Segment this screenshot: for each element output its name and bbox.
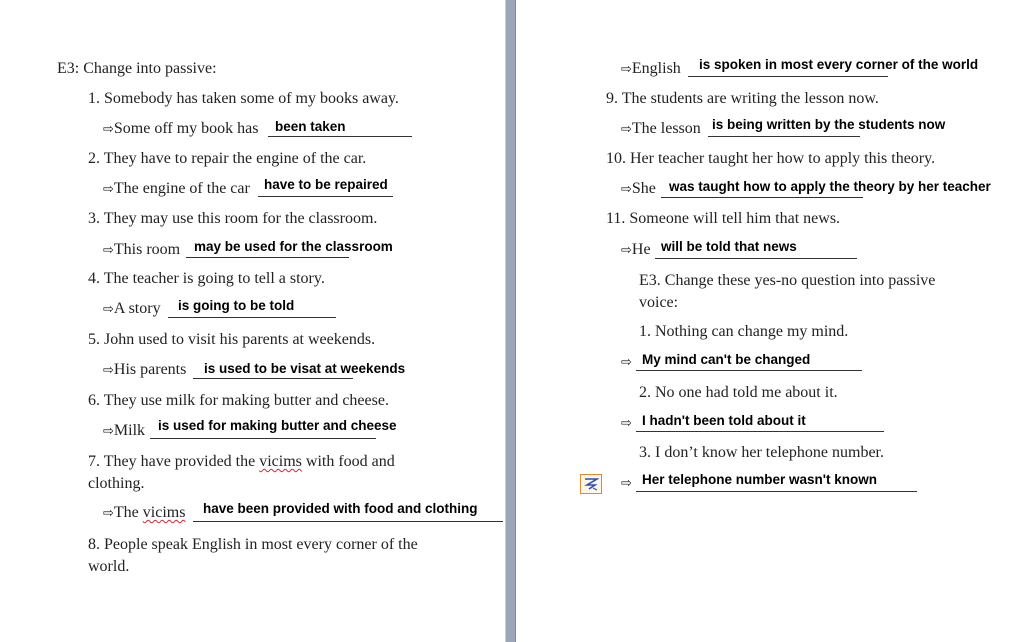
arrow-icon: ⇨ (621, 243, 632, 258)
yesno-question-2: 2. No one had told me about it. (639, 384, 838, 401)
arrow-icon: ⇨ (621, 62, 632, 77)
answer-line-4 (168, 317, 336, 318)
answer-10[interactable]: was taught how to apply the theory by her teacher (669, 179, 991, 194)
question-6: 6. They use milk for making butter and cheese. (88, 392, 389, 409)
question-4: 4. The teacher is going to tell a story. (88, 270, 325, 287)
question-3: 3. They may use this room for the classroom. (88, 210, 378, 227)
arrow-icon: ⇨ (621, 476, 632, 491)
prompt-9: ⇨The lesson (621, 120, 701, 137)
answer-2[interactable]: have to be repaired (264, 177, 388, 192)
prompt-7: ⇨The vicims (103, 504, 186, 521)
question-11: 11. Someone will tell him that news. (606, 210, 841, 227)
answer-5[interactable]: is used to be visat at weekends (204, 361, 406, 376)
answer-line-10 (661, 197, 863, 198)
yesno-question-1: 1. Nothing can change my mind. (639, 323, 849, 340)
yesno-answer-line-2 (636, 431, 884, 432)
answer-line-3 (186, 257, 349, 258)
answer-line-11 (655, 258, 857, 259)
exercise-title: E3: Change into passive: (57, 60, 217, 77)
yesno-answer-line-3 (636, 491, 917, 492)
section-title-yesno: E3. Change these yes-no question into passive voice: (639, 272, 936, 311)
answer-3[interactable]: may be used for the classroom (194, 239, 393, 254)
yesno-arrow-1 (621, 352, 632, 373)
yesno-answer-3[interactable]: Her telephone number wasn't known (642, 472, 877, 487)
yesno-answer-1[interactable]: My mind can't be changed (642, 352, 811, 367)
answer-4[interactable]: is going to be told (178, 298, 295, 313)
prompt-10: ⇨She (621, 180, 656, 197)
answer-line-2 (258, 196, 393, 197)
arrow-icon: ⇨ (103, 424, 114, 439)
page-divider (505, 0, 516, 642)
yesno-answer-2[interactable]: I hadn't been told about it (642, 413, 806, 428)
arrow-icon: ⇨ (621, 416, 632, 431)
answer-11[interactable]: will be told that news (661, 239, 797, 254)
prompt-5: ⇨His parents (103, 361, 187, 378)
prompt-4: ⇨A story (103, 300, 161, 317)
question-1: 1. Somebody has taken some of my books away. (88, 90, 399, 107)
question-10: 10. Her teacher taught her how to apply this theory. (606, 150, 936, 167)
answer-8[interactable]: is spoken in most every corner of the world (699, 57, 979, 72)
arrow-icon: ⇨ (621, 122, 632, 137)
yesno-question-3: 3. I don’t know her telephone number. (639, 444, 884, 461)
answer-6[interactable]: is used for making butter and cheese (158, 418, 397, 433)
arrow-icon: ⇨ (103, 506, 114, 521)
prompt-6: ⇨Milk (103, 422, 146, 439)
note-icon-glyph (583, 477, 599, 491)
yesno-arrow-3 (621, 473, 632, 494)
arrow-icon: ⇨ (103, 363, 114, 378)
yesno-arrow-2 (621, 413, 632, 434)
answer-line-9 (708, 136, 860, 137)
answer-line-7 (193, 521, 503, 522)
prompt-3: ⇨This room (103, 241, 181, 258)
question-9: 9. The students are writing the lesson now. (606, 90, 879, 107)
arrow-icon: ⇨ (621, 182, 632, 197)
answer-line-5 (193, 378, 353, 379)
arrow-icon: ⇨ (103, 182, 114, 197)
prompt-2: ⇨The engine of the car (103, 180, 250, 197)
answer-1[interactable]: been taken (275, 119, 346, 134)
yesno-answer-line-1 (636, 370, 862, 371)
question-8: 8. People speak English in most every corner of the world. (88, 536, 418, 575)
answer-7[interactable]: have been provided with food and clothing (203, 501, 478, 516)
left-page (0, 0, 505, 642)
answer-line-1 (268, 136, 412, 137)
prompt-8: ⇨English (621, 60, 681, 77)
answer-line-6 (150, 438, 376, 439)
prompt-1: ⇨Some off my book has (103, 120, 259, 137)
prompt-11: ⇨He (621, 241, 651, 258)
arrow-icon: ⇨ (103, 243, 114, 258)
arrow-icon: ⇨ (103, 302, 114, 317)
answer-line-8 (688, 76, 888, 77)
question-7: 7. They have provided the vicims with food and clothing. (88, 453, 395, 492)
arrow-icon: ⇨ (621, 355, 632, 370)
arrow-icon: ⇨ (103, 122, 114, 137)
note-icon[interactable] (580, 474, 602, 494)
answer-9[interactable]: is being written by the students now (712, 117, 946, 132)
question-5: 5. John used to visit his parents at weekends. (88, 331, 376, 348)
question-2: 2. They have to repair the engine of the car. (88, 150, 367, 167)
